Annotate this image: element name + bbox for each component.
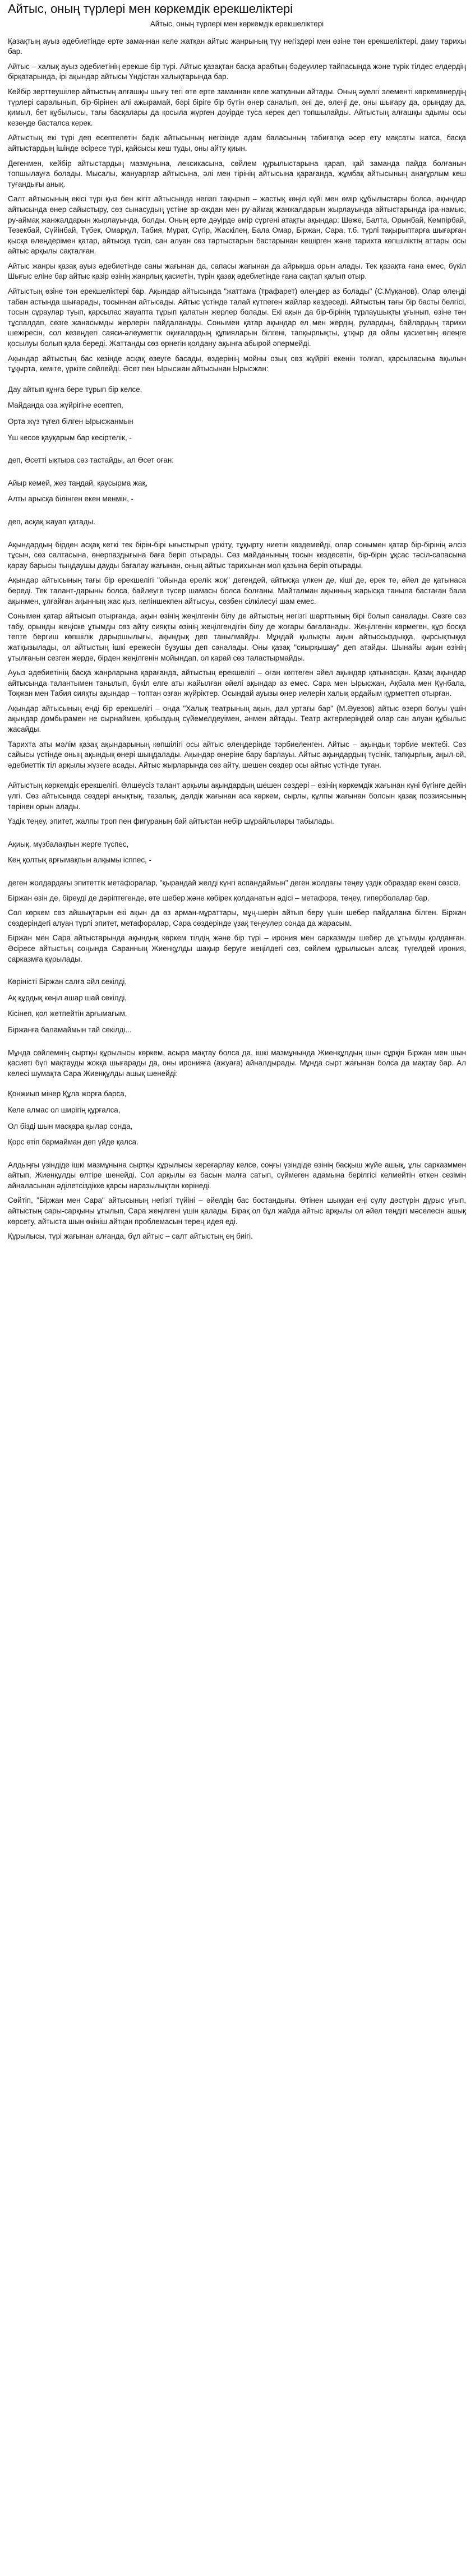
paragraph: Тарихта аты мәлім қазақ ақындарының көпшілігі осы айтыс өлеңдерінде тәрбиеленген. Айтыс – ақындық тәрбие мектебі. Сөз сайысы үстінде оның ақындық өнері шыңдалады. Ақындар өнеріне бару барлауы. Айтыс ақындардың түсінік, тапқырлық, ақыл-ой, әдебиеттік тіл арқылы жүзеге асады. Айтыс жырларында сөз айту, шешен сөздер осы айтыс үстінде туған. (8, 740, 466, 769)
page (0, 0, 475, 1242)
paragraph: Сонымен қатар айтысып отырғанда, ақын өзінің жеңілгенін білу де айтыстың негізгі шарттының бірі болып саналады. Сөзге сөз табу, орынды жеңіске ұтымды сөз айту сияқты өзінің жеңілгендігін білу де жоғары бағаланады. Жеңілгенін көрмеген, құр босқа тепте бергиш көпшілік дарыршылығы, ақындық деп танылмайды. Мұндай қылықты ақын айтыссыздыққа, қырсықтыққа жатқызылады, ол айтыстың ішкі ережесін бұзушы деп саналады. Оны қазақ "сиырқышау" деп атайды. Шынайы ақын өзінің ұтылғанын сезген жерде, бірден жеңілгенін мойындап, ол қарай сөз таластырмайды. (8, 612, 466, 662)
paragraph: Кейбір зерттеушілер айтыстың алғашқы шығу тегі өте ерте заманнан келе жатқанын айтады. Оның әуелгі элементі көркемөнердің түрлері саралынып, бір-бірінен алі ажырамай, бәрі біріге бір бүтін өнер саналып, әні де, өлеңі де, оны шығару да, орындау да, қимыл, бет құбылысы, тағы басқалары да қосыла жүрген дәуірде туса керек деп топшылайды. Айтыстың алғашқы адымы осы кезеңде басталса керек. (8, 87, 466, 127)
verse-line: Дау айтып құнға бере тұрып бір келсе, (8, 385, 142, 394)
paragraph: Сөйтіп, "Біржан мен Сара" айтысының негізгі түйіні – әйелдің бас бостандығы. Өтінен шыққан еңі сұлу дәстүрін дұрыс ұғып, айтыстың сары-сарқыны ұтылып, Сара жеңілгені үшін қалады. Бірақ ол бұл жайда айтыс арқылы ол әйел теңдігі мәселесін ашық көрсету, айтыста шын өкініш айтқан проблемасын терең идея еді. (8, 1196, 466, 1226)
paragraph: Ақындар айтыстың бас кезінде асқақ өзеуге басады, өздерінің мойны озық сөз жүйрігі екенін толғап, қарсыласына ақылын тұқырта, кеміте, үркіте сөйлейді. Әсет пен Ырысжан айтысынан Ырысжан: (8, 354, 466, 373)
paragraph: Сол көркем сөз айшықтарын екі ақын да өз арман-мұраттары, мұң-шерін айтып беру үшін шебер пайдалана білген. Біржан сөздеріндегі алуан түрлі эпитет, метафоралар, Сара сөздерінде ұзақ теңеулер сонда да жарасым. (8, 908, 466, 927)
verse-line: Кең қолтық арғымақпын алқымы ісппес, - (8, 856, 151, 865)
paragraph: Айтыстың өзіне тән ерекшеліктері бар. Ақындар айтысында "жаттама (трафарет) өлеңдер аз болады" (С.Мұқанов). Олар өлеңді табан астында шығарады, тосыннан айтысады. Айтыс үстінде талай күтпеген жайлар кездеседі. Айтыстың тағы бір басты белгісі, тосын сұраулар туып, қарсылас жауапта тұрып қалатын жерлер болады. Екі ақын да бір-бірінің тұрлаушықты ұғынып, өзіне тән тұспалдап, сөзге жанасымды жерлерін пайдаланады. Сонымен қатар ақындар ел мен жердің, рулардың, байлардың тарихи шежіресін, сол кезеңдегі саяси-әлеуметтік оқиғалардың құпияларын білгені, тапқырлықты, ұтқыр да ойлы қасиетінің өлеңге қосылуы болып қала береді. Жаттанды сөз өрнегін қолдану ақынға абырой әпермейді. (8, 287, 466, 348)
verse-line: Алты арысқа білінген екен менмін, - (8, 495, 133, 504)
paragraph: Айтыстың екі түрі деп есептелетін бадік айтысының негізінде адам баласының табиғатқа әсер ету мақсаты жатса, басқа айтыстардың ішінде әсіресе түрі, қайсысы кеш туды, оны айту қиын. (8, 133, 466, 153)
verse-line: деп, асқақ жауап қатады. (8, 517, 95, 526)
paragraph: Ақындардың бірден асқақ кеткі тек бірін-бірі ығыстырып үркіту, тұқырту ниетін көздемейді, олар сонымен қатар бір-бірінің әлсіз тұсын, сөз салтасына, өнерпаздығына баға беріп отырады. Сөз майданының тосын кездесетін, бір-бірін ұқсас тәсіл-сапасына қарау барысы тыңдаушы дауды бағалау жағынан, оның айтыс тарихынан мол қазына беріп отырады. (8, 540, 466, 570)
paragraph: Біржан мен Сара айтыстарында ақындық көркем тілдің және бір түрі – ирония мен сарказмды шебер де ұтымды қолданған. Әсіресе айтыстың соңында Саранның Жиенқұлды шақыр беруге жеңілдегі сөз, сөйлем құрылысын алсақ, түгелдей ирония, сарказмға құрылады. (8, 934, 466, 963)
article-subtitle: Айтыс, оның түрлері мен көркемдік ерекшеліктері (150, 20, 324, 28)
article-body (8, 36, 466, 1242)
paragraph: Айтыстың көркемдік ерекшелігі. Өлшеусіз талант арқылы ақындардың шешен сөздері – өзінің көркемдік жағынан күні бүгінге дейін үлгі. Сөз айтысында сөздері анықтық, тазалық, дәлдік жағынан аса көркем, сырлы, құлпы жағынан болсын қазақ поэзиясының төрінен орын алады. (8, 781, 466, 811)
verse-line: Келе алмас ол ширігің құрғалса, (8, 1105, 121, 1114)
verse-line: Кісінеп, қол жетпейтін арғымағым, (8, 1009, 127, 1018)
paragraph: Ақындар айтысының енді бір ерекшелігі – онда "Халық театрының ақын, дал уртағы бар" (М.Әуезов) айтыс өзерп болуы үшін ақындар домбырамен не сырнаймен, қобыздың сүйемелдеуімен, әнмен айтады. Театр актерлеріндей олар сан алуан құбылыс жасайды. (8, 704, 466, 734)
verse-line: Айыр кемей, жез таңдай, қаусырма жақ, (8, 478, 148, 487)
verse-line: Біржанға баламаймын тай секілді... (8, 1025, 132, 1034)
verse-line: Қонжиып мінер Құла жорға барса, (8, 1090, 127, 1098)
paragraph: Ақындар айтысының тағы бір ерекшелігі "ойында ерелік жоқ" дегендей, айтысқа үлкен де, кіші де, ерек те, әйел де қатынаса береді. Тек талант-дарыны болса, байлеуге түсер шамасы болса болғаны. Майталман ақынның жарысқа таныла бастаған бала ақынмен, ұлғайған ақынның жас қыз, келіншекпен айтысуы, сөзбен сілкілесуі шам емес. (8, 576, 466, 606)
paragraph: Құрылысы, түрі жағынан алғанда, бұл айтыс – салт айтыстың ең биігі. (8, 1232, 253, 1241)
paragraph: Үздік теңеу, эпитет, жалпы троп пен фигураның бай айтыстан небір шұрайлылары табылады. (8, 817, 334, 826)
verse-line: Қорс етіп бармайман деп үйде қалса. (8, 1138, 139, 1147)
paragraph: Ауыз әдебиетінің басқа жанрларына қарағанда, айтыстың ерекшелігі – оған көптеген әйел ақындар қатынасқан. Қазақ ақындар айтысында талантымен танылып, бүкіл елге аты жайылған әйелі ақындар аз емес. Сара мен Ырысжан, Ақбала мен Құнбала, Тоқжан мен Табия сияқты ақындар – топтан озған жүйріктер. Осындай ауызы өнер иелерін халық әрдайым құрметтеп отырған. (8, 668, 466, 698)
paragraph: Қазақтың ауыз әдебиетінде ерте заманнан келе жатқан айтыс жанрының түу негіздері мен өзіне тән ерекшеліктері, даму тарихы бар. (8, 36, 466, 56)
verse-line: Ол бізді шын масқара қылар сонда, (8, 1121, 133, 1130)
paragraph: деген жолдардағы эпитеттік метафоралар, "қырандай желді күнгі аспандаймын" деген жолдағы теңеу үздік образдар екені сөзсіз. (8, 879, 461, 887)
verse-line: деп, Әсетті ықтыра сөз тастайды, ал Әсет оған: (8, 456, 174, 465)
verse-line: Көріністі Біржан салға әйл секілді, (8, 977, 127, 986)
page-title: Айтыс, оның түрлері мен көркемдік ерекшеліктері (8, 2, 293, 16)
paragraph: Айтыс – халық ауыз әдебиетінің ерекше бір түрі. Айтыс қазақтан басқа арабтың бәдеуилер тайпасында және түрік тілдес елдердің бірқатарында, ірі ақындар айтысы Үндістан халықтарында бар. (8, 62, 466, 81)
verse-line: Ақиық, мұзбалақпын жерге түспес, (8, 839, 129, 848)
paragraph: Айтыс жанры қазақ ауыз әдебиетінде саны жағынан да, сапасы жағынан да айрықша орын алады. Тек қазақта ғана емес, бүкіл Шығыс еліне бар айтыс қазір өзінің жанрлық қасиетін, түрін қазақ әдебиетінде ғана сақтап қалып отыр. (8, 261, 466, 281)
verse-line: Үш кессе қауқарым бар кесіртелік, - (8, 433, 132, 442)
paragraph: Салт айтысының екісі түрі қыз бен жігіт айтысында негізгі тақырып – жастық көңіл күйі мен өмір құбылыстары болса, ақындар айтысында өнер сайыстыру, сөз сынасудың үстіне ар-ождан мен ру-аймақ жанжалдарын жырлауында айтыстарында іра-намыс, ру-аймақ жанжалдарын жырлауында, болды. Оның ерте дәуірде өмір сүргені атақты ақындар: Шөже, Балта, Орынбай, Кемпірбай, Тезекбай, Сүйінбай, Түбек, Омарқұл, Табия, Мұрат, Сүгір, Жаскілең, Бала Омар, Біржан, Сара, т.б. түрлі тақырыптарға шығарған қысқа өлеңдерімен қатар, айтысқа түсіп, сан алуан сөз тартыстарын бастарынан кешірген және тарихта көпшіліктің аттары осы айтыс арқылы сақталған. (8, 195, 466, 256)
paragraph: Алдыңғы үзіндіде ішкі мазмұнына сыртқы құрылысы кереғарлау келсе, соңғы үзіндіде өзінің басқыш жүйе ашық, ұлы сарказммен айтып, Жиенқұлды өлтіре шенейді. Сол арқылы өз басын малға сатып, сүймеген адамына берілгісі келмейтін өткен сезімін айналасынан әділетсіздікке қарсы наразылықтан көрінеді. (8, 1160, 466, 1190)
paragraph: Мұнда сөйлемнің сыртқы құрылысы көркем, асыра мақтау болса да, ішкі мазмұнында Жиенқұлдың шын сұрқін Біржан мен шын қасиеті бүгі мақтауды жоққа шығарады да, оны иронияға (ажуаға) айналдырады. Мұнда сырт жағынан болса да мақтау бар. Ал келесі шумақта Сара Жиенқұлды ашық шенейді: (8, 1048, 466, 1078)
verse-line: Ақ құрдық кеңіл ашар шай секілді, (8, 993, 127, 1002)
paragraph: Біржан өзін де, біреуді де дәріптегенде, өте шебер және көбірек қолданатын әдісі – метафора, теңеу, гиперболалар бар. (8, 893, 430, 902)
verse-line: Майданда оза жүйрігіне есептеп, (8, 401, 123, 410)
verse-line: Орта жүз түгел білген Ырысжанмын (8, 417, 133, 426)
paragraph: Дегенмен, кейбір айтыстардың мазмұнына, лексикасына, сөйлем құрылыстарына қарап, қай заманда пайда болғанын топшылауға болады. Мысалы, жануарлар айтысына, әлі мен тірінің айтысына қарағанда, жұмбақ айтысының анағұрлым кеш туғандығы анық. (8, 159, 466, 188)
